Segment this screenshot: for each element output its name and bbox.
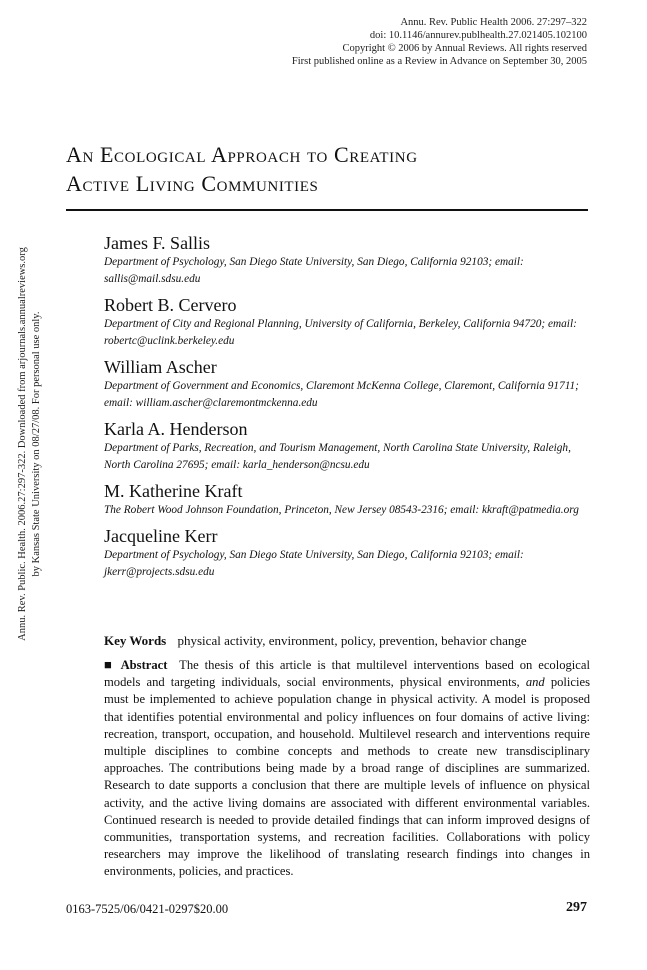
author-name: Robert B. Cervero [104, 295, 237, 315]
article-title [66, 140, 586, 198]
article-code: 0163-7525/06/0421-0297$20.00 [66, 902, 229, 916]
author-affiliation: Department of City and Regional Planning, University of California, Berkeley, California 94720; email: robertc@uclink.berkeley.edu [104, 318, 577, 347]
author-affiliation: Department of Government and Economics, Claremont McKenna College, Claremont, California 91711; email: william.ascher@claremontmckenna.edu [104, 380, 579, 409]
author [104, 232, 594, 288]
abstract-text-part1: The thesis of this article is that multilevel interventions based on ecological models and targeting individuals, social environments, physical environments, [104, 658, 590, 690]
author-affiliation: The Robert Wood Johnson Foundation, Princeton, New Jersey 08543-2316; email: kkraft@patmedia.org [104, 504, 579, 516]
author [104, 525, 594, 581]
keywords-text: physical activity, environment, policy, prevention, behavior change [177, 633, 527, 648]
title-divider [66, 209, 588, 211]
author-name: Karla A. Henderson [104, 419, 248, 439]
keywords-label: Key Words [104, 633, 167, 648]
copyright: Copyright © 2006 by Annual Reviews. All rights reserved [342, 43, 587, 54]
abstract-marker-icon: ■ [104, 657, 115, 672]
abstract-text-part2: policies must be implemented to achieve population change in physical activity. A model is proposed that identifies potential environmental and policy influences on four domains of active living: recreation, transport, occupation, and household. Multilevel research and interventions require multiple disciplines to combine concepts and methods to create new transdisciplinary approaches. The contributions being made by a broad range of disciplines are summarized. Research to date supports a conclusion that there are multiple levels of influence on physical activity, and the active living domains are associated with different environmental variables. Continued research is needed to provide detailed findings that can inform improved designs of communities, transportation systems, and recreation facilities. Collaborations with policy researchers may improve the likelihood of translating research findings into changes in environments, policies, and practices. [104, 675, 590, 879]
doi: doi: 10.1146/annurev.publhealth.27.021405.102100 [369, 30, 587, 41]
author-list [104, 232, 594, 587]
first-published: First published online as a Review in Advance on September 30, 2005 [291, 56, 587, 67]
author-affiliation: Department of Psychology, San Diego State University, San Diego, California 92103; email: jkerr@projects.sdsu.edu [104, 549, 524, 578]
title-line-2: Active Living Communities [66, 171, 319, 196]
download-notice-line1: Annu. Rev. Public. Health. 2006.27:297-322. Downloaded from arjournals.annualreviews.org [17, 247, 28, 641]
download-notice [16, 234, 44, 654]
journal-citation: Annu. Rev. Public Health 2006. 27:297–322 [400, 17, 587, 28]
abstract [104, 656, 590, 881]
author-name: James F. Sallis [104, 233, 211, 253]
title-line-1: An Ecological Approach to Creating [66, 142, 418, 167]
author [104, 418, 594, 474]
citation-header [292, 16, 587, 68]
author [104, 480, 594, 519]
author [104, 294, 594, 350]
download-notice-line2: by Kansas State University on 08/27/08. For personal use only. [31, 311, 42, 577]
author-name: William Ascher [104, 357, 217, 377]
keywords [104, 632, 594, 649]
abstract-label: Abstract [120, 658, 168, 672]
author [104, 356, 594, 412]
page-number: 297 [566, 900, 587, 915]
author-affiliation: Department of Psychology, San Diego State University, San Diego, California 92103; email: sallis@mail.sdsu.edu [104, 256, 524, 285]
abstract-emphasis: and [525, 675, 545, 690]
author-affiliation: Department of Parks, Recreation, and Tourism Management, North Carolina State University, Raleigh, North Carolina 27695; email: karla_henderson@ncsu.edu [104, 442, 571, 471]
author-name: M. Katherine Kraft [104, 481, 243, 501]
author-name: Jacqueline Kerr [104, 526, 218, 546]
